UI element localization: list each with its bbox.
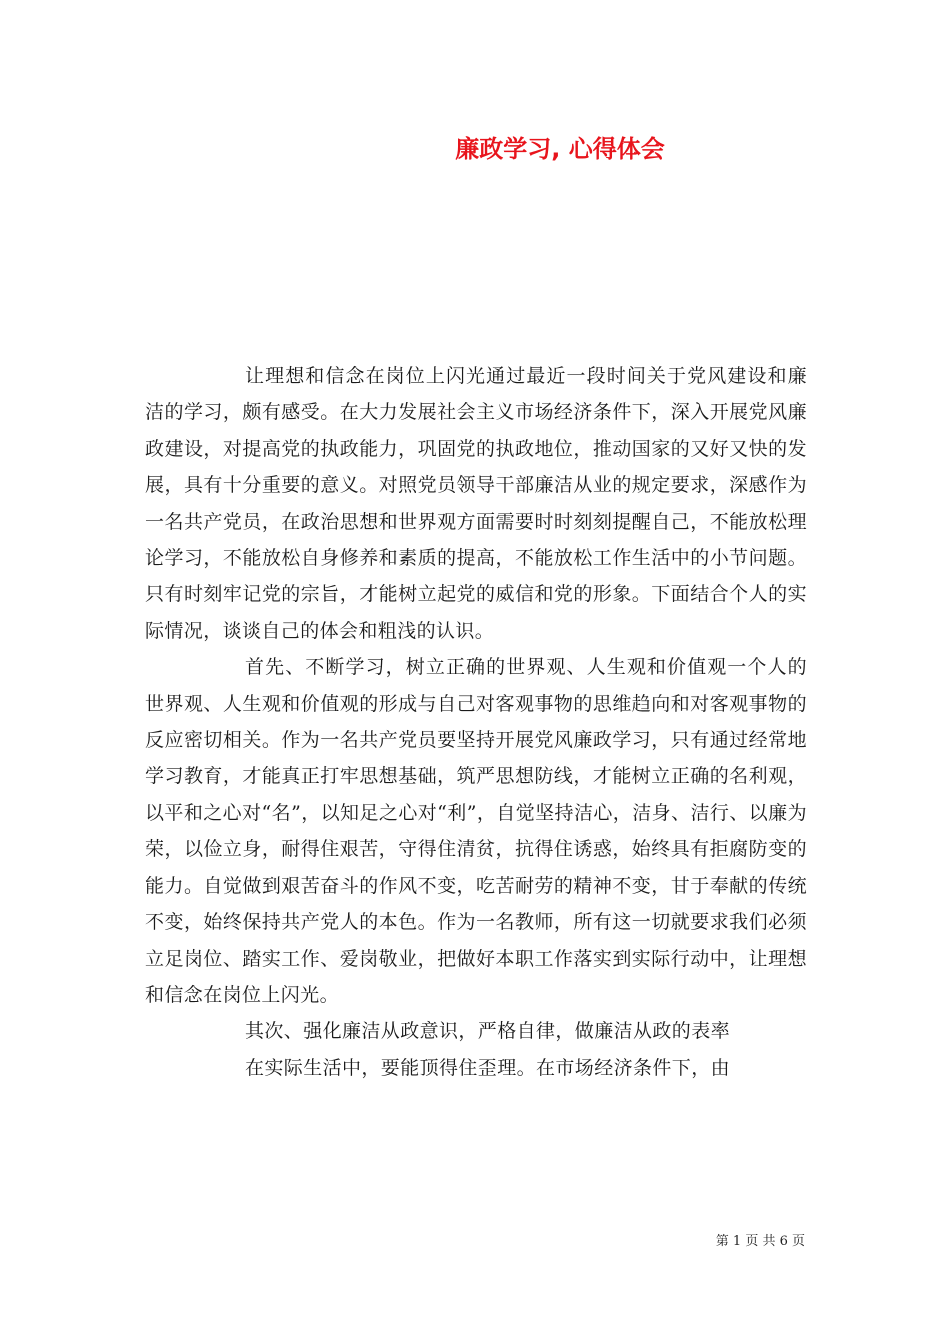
- document-title: 廉政学习, 心得体会: [455, 135, 665, 163]
- document-body: [145, 358, 807, 1086]
- page-number-footer: 第 1 页 共 6 页: [715, 1234, 805, 1249]
- paragraph-second-point-heading: 其次、强化廉洁从政意识，严格自律，做廉洁从政的表率: [245, 1020, 731, 1043]
- paragraph-second-point-body: 在实际生活中，要能顶得住歪理。在市场经济条件下，由: [245, 1056, 731, 1079]
- paragraph-intro: 让理想和信念在岗位上闪光通过最近一段时间关于党风建设和廉洁的学习，颇有感受。在大力发展社会主义市场经济条件下，深入开展党风廉政建设，对提高党的执政能力，巩固党的执政地位，推动国家的又好又快的发展，具有十分重要的意义。对照党员领导干部廉洁从业的规定要求，深感作为一名共产党员，在政治思想和世界观方面需要时时刻刻提醒自己，不能放松理论学习，不能放松自身修养和素质的提高，不能放松工作生活中的小节问题。只有时刻牢记党的宗旨，才能树立起党的威信和党的形象。下面结合个人的实际情况，谈谈自己的体会和粗浅的认识。: [145, 365, 807, 642]
- paragraph-first-point: 首先、不断学习，树立正确的世界观、人生观和价值观一个人的世界观、人生观和价值观的形成与自己对客观事物的思维趋向和对客观事物的反应密切相关。作为一名共产党员要坚持开展党风廉政学习，只有通过经常地学习教育，才能真正打牢思想基础，筑严思想防线，才能树立正确的名利观，以平和之心对“名”，以知足之心对“利”，自觉坚持洁心，洁身、洁行、以廉为荣，以俭立身，耐得住艰苦，守得住清贫，抗得住诱惑，始终具有拒腐防变的能力。自觉做到艰苦奋斗的作风不变，吃苦耐劳的精神不变，甘于奉献的传统不变，始终保持共产党人的本色。作为一名教师，所有这一切就要求我们必须立足岗位、踏实工作、爱岗敬业，把做好本职工作落实到实际行动中，让理想和信念在岗位上闪光。: [145, 656, 807, 1006]
